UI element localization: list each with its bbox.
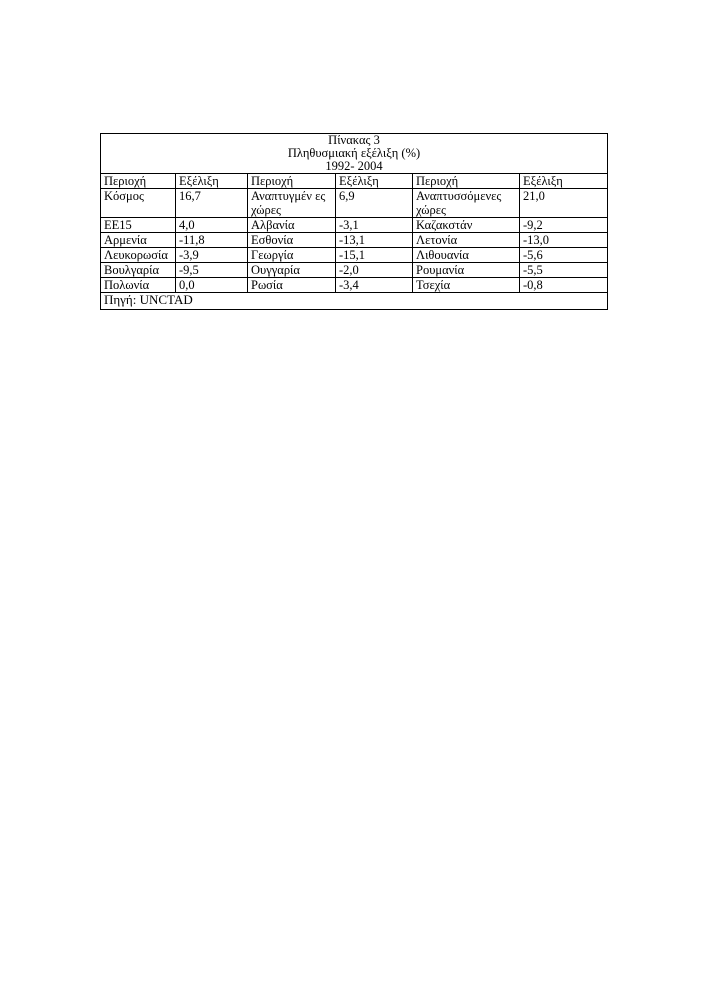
population-table bbox=[100, 133, 608, 310]
table-cell: Λευκορωσία bbox=[101, 248, 176, 263]
table-cell: -5,5 bbox=[520, 263, 608, 278]
table-cell: -2,0 bbox=[336, 263, 413, 278]
column-header: Εξέλιξη bbox=[176, 174, 248, 189]
table-cell: 16,7 bbox=[176, 189, 248, 218]
table-cell: -3,4 bbox=[336, 278, 413, 293]
table-cell: 4,0 bbox=[176, 218, 248, 233]
table-cell: -5,6 bbox=[520, 248, 608, 263]
table-source: Πηγή: UNCTAD bbox=[101, 293, 608, 310]
table-cell: Αναπτυγμέν ες χώρες bbox=[248, 189, 336, 218]
table-number: Πίνακας 3 bbox=[328, 133, 380, 147]
table-period: 1992- 2004 bbox=[325, 159, 383, 173]
table-cell: Ρουμανία bbox=[413, 263, 520, 278]
table-cell: Γεωργία bbox=[248, 248, 336, 263]
table-cell: -11,8 bbox=[176, 233, 248, 248]
table-cell: -3,1 bbox=[336, 218, 413, 233]
table-cell: Κόσμος bbox=[101, 189, 176, 218]
table-cell: ΕΕ15 bbox=[101, 218, 176, 233]
column-header: Εξέλιξη bbox=[520, 174, 608, 189]
table-row bbox=[101, 278, 608, 293]
table-row bbox=[101, 233, 608, 248]
table-cell: Βουλγαρία bbox=[101, 263, 176, 278]
table-cell: -9,5 bbox=[176, 263, 248, 278]
table-cell: Καζακστάν bbox=[413, 218, 520, 233]
table-cell: -9,2 bbox=[520, 218, 608, 233]
table-row bbox=[101, 218, 608, 233]
table-row bbox=[101, 189, 608, 218]
table-cell: Τσεχία bbox=[413, 278, 520, 293]
table-cell: Ρωσία bbox=[248, 278, 336, 293]
table-cell: 0,0 bbox=[176, 278, 248, 293]
column-header: Περιοχή bbox=[248, 174, 336, 189]
table-cell: Λιθουανία bbox=[413, 248, 520, 263]
table-cell: Αρμενία bbox=[101, 233, 176, 248]
table-cell: Εσθονία bbox=[248, 233, 336, 248]
column-header: Εξέλιξη bbox=[336, 174, 413, 189]
table-header-row bbox=[101, 174, 608, 189]
table-cell: Αλβανία bbox=[248, 218, 336, 233]
table-title: Πληθυσμιακή εξέλιξη (%) bbox=[287, 146, 421, 160]
table-cell: Αναπτυσσόμενες χώρες bbox=[413, 189, 520, 218]
table-cell: Πολωνία bbox=[101, 278, 176, 293]
table-cell: -0,8 bbox=[520, 278, 608, 293]
column-header: Περιοχή bbox=[101, 174, 176, 189]
table-cell: -3,9 bbox=[176, 248, 248, 263]
table-cell: 21,0 bbox=[520, 189, 608, 218]
table-row bbox=[101, 248, 608, 263]
table-row bbox=[101, 263, 608, 278]
table-caption bbox=[101, 134, 608, 174]
table-cell: Λετονία bbox=[413, 233, 520, 248]
table-cell: -15,1 bbox=[336, 248, 413, 263]
column-header: Περιοχή bbox=[413, 174, 520, 189]
table-cell: Ουγγαρία bbox=[248, 263, 336, 278]
table-cell: -13,0 bbox=[520, 233, 608, 248]
table-cell: 6,9 bbox=[336, 189, 413, 218]
table-cell: -13,1 bbox=[336, 233, 413, 248]
